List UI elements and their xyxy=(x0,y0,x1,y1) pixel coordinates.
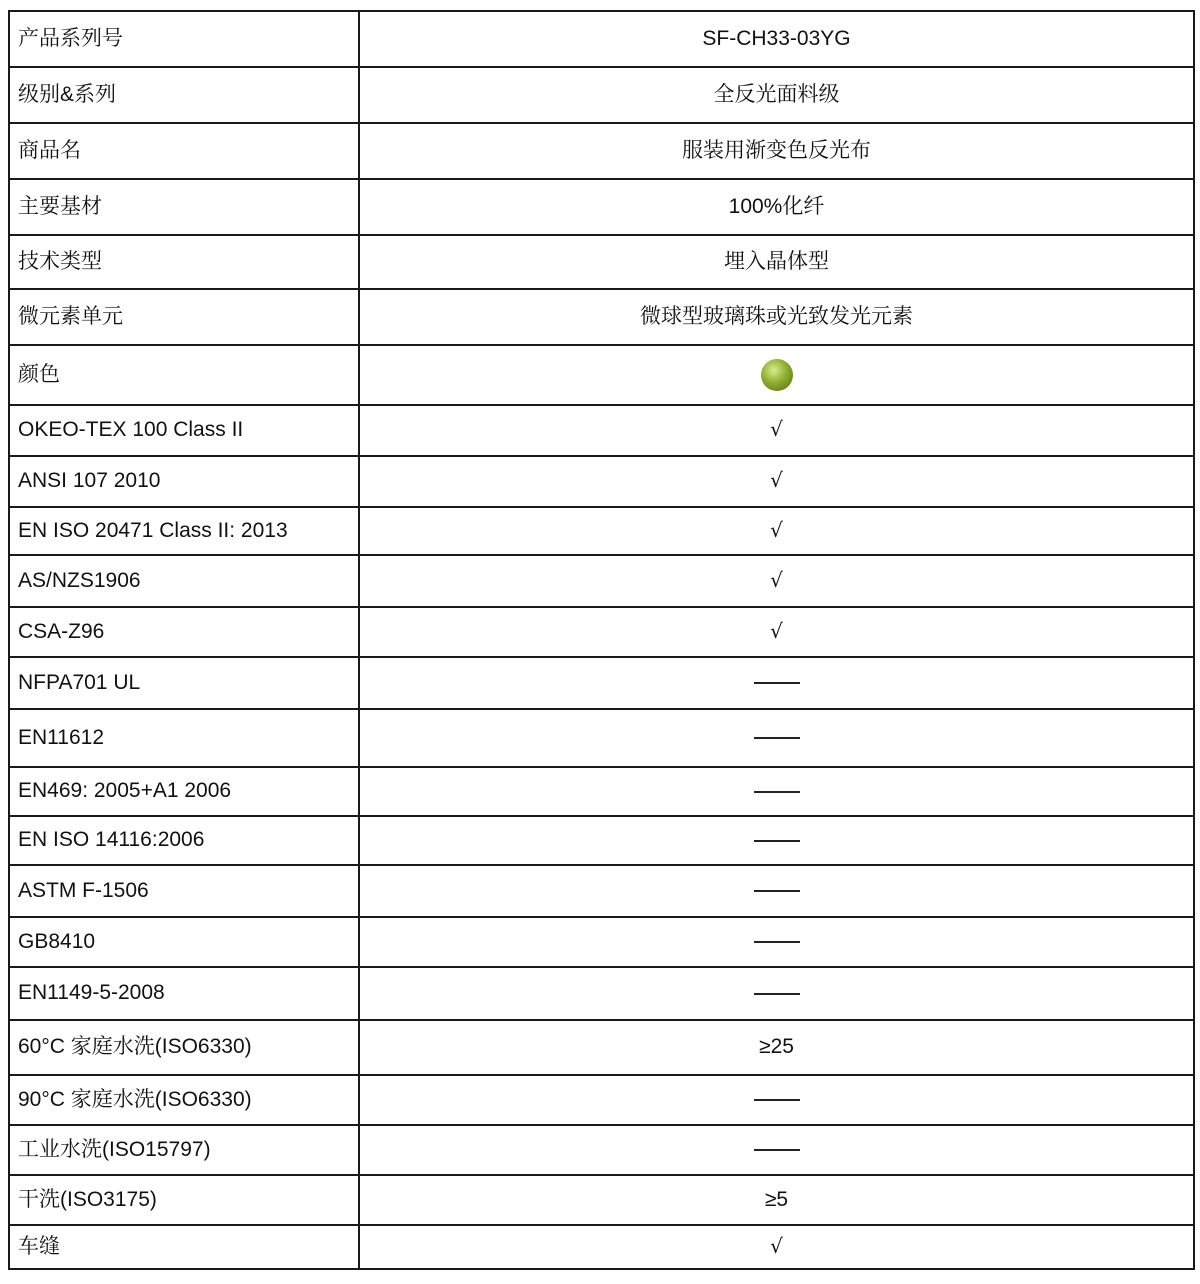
check-mark: √ xyxy=(770,417,783,442)
row-value xyxy=(359,1125,1194,1175)
not-applicable-dash xyxy=(754,1149,800,1151)
row-value xyxy=(359,405,1194,456)
row-value xyxy=(359,865,1194,917)
row-label: EN1149-5-2008 xyxy=(9,967,359,1020)
row-label: 技术类型 xyxy=(9,235,359,289)
row-label: 商品名 xyxy=(9,123,359,179)
table-row xyxy=(9,179,1194,235)
table-row xyxy=(9,1225,1194,1269)
row-label: ANSI 107 2010 xyxy=(9,456,359,507)
check-mark: √ xyxy=(770,517,783,542)
table-row xyxy=(9,405,1194,456)
row-label: ASTM F-1506 xyxy=(9,865,359,917)
table-row xyxy=(9,967,1194,1020)
row-label: EN469: 2005+A1 2006 xyxy=(9,767,359,816)
row-label: EN ISO 14116:2006 xyxy=(9,816,359,865)
not-applicable-dash xyxy=(754,840,800,842)
value-text: 埋入晶体型 xyxy=(724,249,829,273)
check-mark: √ xyxy=(770,567,783,592)
table-row xyxy=(9,456,1194,507)
check-mark: √ xyxy=(770,1233,783,1258)
row-value xyxy=(359,917,1194,967)
not-applicable-dash xyxy=(754,1099,800,1101)
check-mark: √ xyxy=(770,618,783,643)
row-label: 90°C 家庭水洗(ISO6330) xyxy=(9,1075,359,1125)
row-label: 主要基材 xyxy=(9,179,359,235)
row-value xyxy=(359,1175,1194,1225)
row-value xyxy=(359,456,1194,507)
row-value xyxy=(359,179,1194,235)
table-row xyxy=(9,1125,1194,1175)
row-label: 产品系列号 xyxy=(9,11,359,67)
table-row xyxy=(9,709,1194,767)
row-value xyxy=(359,1020,1194,1075)
value-text: 100%化纤 xyxy=(728,194,825,218)
row-value xyxy=(359,123,1194,179)
table-row xyxy=(9,345,1194,405)
row-label: AS/NZS1906 xyxy=(9,555,359,607)
not-applicable-dash xyxy=(754,682,800,684)
not-applicable-dash xyxy=(754,791,800,793)
table-row xyxy=(9,1020,1194,1075)
spec-table-body xyxy=(9,11,1194,1269)
value-text: ≥5 xyxy=(764,1187,789,1211)
row-value xyxy=(359,709,1194,767)
not-applicable-dash xyxy=(754,737,800,739)
row-label: EN11612 xyxy=(9,709,359,767)
row-label: 车缝 xyxy=(9,1225,359,1269)
row-value xyxy=(359,67,1194,123)
row-value xyxy=(359,1225,1194,1269)
row-value xyxy=(359,607,1194,657)
spec-table xyxy=(8,10,1195,1270)
table-row xyxy=(9,11,1194,67)
table-row xyxy=(9,607,1194,657)
row-value xyxy=(359,555,1194,607)
row-value xyxy=(359,767,1194,816)
not-applicable-dash xyxy=(754,890,800,892)
table-row xyxy=(9,865,1194,917)
table-row xyxy=(9,767,1194,816)
table-row xyxy=(9,235,1194,289)
value-text: SF-CH33-03YG xyxy=(702,26,851,50)
check-mark: √ xyxy=(770,468,783,493)
row-label: 工业水洗(ISO15797) xyxy=(9,1125,359,1175)
table-row xyxy=(9,555,1194,607)
row-value xyxy=(359,967,1194,1020)
row-label: 60°C 家庭水洗(ISO6330) xyxy=(9,1020,359,1075)
table-row xyxy=(9,816,1194,865)
row-value xyxy=(359,345,1194,405)
row-label: EN ISO 20471 Class II: 2013 xyxy=(9,507,359,555)
row-label: 干洗(ISO3175) xyxy=(9,1175,359,1225)
table-row xyxy=(9,507,1194,555)
row-value xyxy=(359,657,1194,709)
value-text: 服装用渐变色反光布 xyxy=(682,138,871,162)
value-text: 微球型玻璃珠或光致发光元素 xyxy=(640,304,913,328)
row-label: NFPA701 UL xyxy=(9,657,359,709)
row-label: 颜色 xyxy=(9,345,359,405)
table-row xyxy=(9,1175,1194,1225)
row-label: 级别&系列 xyxy=(9,67,359,123)
row-value xyxy=(359,1075,1194,1125)
row-label: GB8410 xyxy=(9,917,359,967)
row-value xyxy=(359,289,1194,345)
row-value xyxy=(359,816,1194,865)
row-value xyxy=(359,11,1194,67)
color-swatch xyxy=(761,359,793,391)
table-row xyxy=(9,67,1194,123)
table-row xyxy=(9,123,1194,179)
table-row xyxy=(9,917,1194,967)
row-value xyxy=(359,507,1194,555)
row-label: 微元素单元 xyxy=(9,289,359,345)
row-label: CSA-Z96 xyxy=(9,607,359,657)
table-row xyxy=(9,289,1194,345)
row-value xyxy=(359,235,1194,289)
not-applicable-dash xyxy=(754,941,800,943)
not-applicable-dash xyxy=(754,993,800,995)
value-text: 全反光面料级 xyxy=(713,82,840,106)
table-row xyxy=(9,657,1194,709)
value-text: ≥25 xyxy=(759,1035,794,1059)
row-label: OKEO-TEX 100 Class II xyxy=(9,405,359,456)
table-row xyxy=(9,1075,1194,1125)
